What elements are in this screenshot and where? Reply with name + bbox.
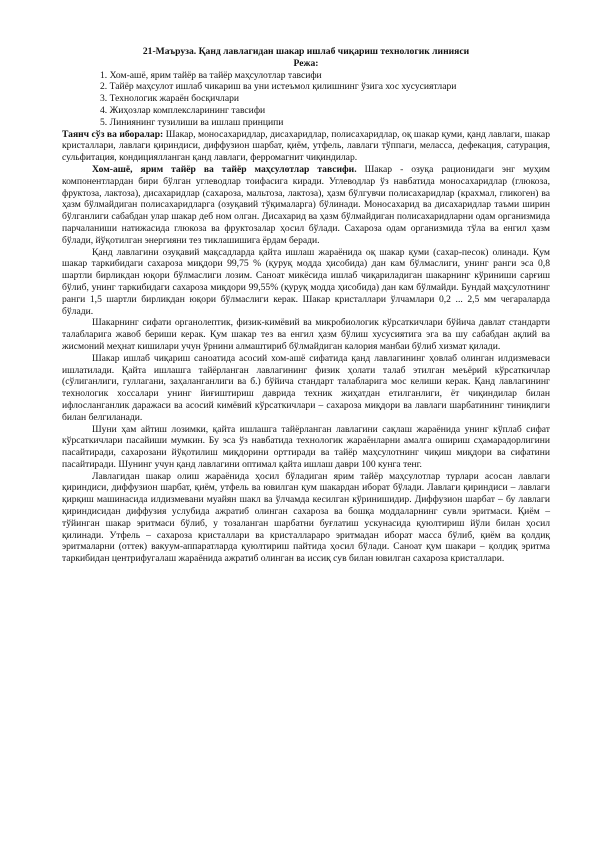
paragraph-2: Қанд лавлагини озуқавий мақсадларда қайта ишлаш жараёнида оқ шакар қуми (сахар-песок) олинади. Қум шакар таркибидаги сахароза миқдори 99,75 % (қуруқ модда ҳисобида) дан кам бўлмаслиги, унинг ранги эса 0,8 шартли бирликдан юқори бўлмаслиги лозим. Саноат микёсида ишлаб чиқариладиган шакарнинг кўриниши сарғиш бўлиб, унинг таркибидаги сахароза миқдори 99,55% (қуруқ модда ҳисобида) дан кам бўлмайди. Бундай маҳсулотнинг ранги 1,5 шартли бирликдан юқори бўлмаслиги керак. Шакар кристаллари ўлчамлари 0,2 ... 2,5 мм чегараларда бўлади.	[62, 246, 550, 317]
keywords-label: Таянч сўз ва иборалар:	[62, 128, 164, 140]
paragraph-5: Шуни ҳам айтиш лозимки, қайта ишлашга тайёрланган лавлагини сақлаш жараёнида унинг кўплаб сифат кўрсаткичлари пасайиши мумкин. Бу эса ўз навбатида технологик жараёнларни амалга ошириш сҳамарадорлигини пасайтиради, сахарозани йўқотилиш миқдорини орттиради ва тайёр маҳсулотнинг чиқиш миқдори ва сифатини пасайтиради. Шунинг учун қанд лавлагини оптимал қайта ишлаш даври 100 кунга тенг.	[62, 423, 550, 470]
document-page	[62, 46, 550, 565]
plan-list	[62, 70, 550, 129]
plan-item: 4. Жиҳозлар комплексларининг тавсифи	[100, 104, 266, 116]
lecture-title: 21-Маъруза. Қанд лавлагидан шакар ишлаб чиқариш технологик линияси	[142, 46, 470, 57]
paragraph-6: Лавлагидан шакар олиш жараёнида ҳосил бўладиган ярим тайёр маҳсулотлар турлари асосан лавлаги қириндиси, диффузион шарбат, қиём, утфель ва ювилган қум шакардан иборат бўлади. Лавлаги қириндиси – лавлаги қирқиш машинасида илдизмевани муайян шакл ва ўлчамда кесилган кўринишидир. Диффузион шарбат – бу лавлаги қириндисидан диффузия услубида ажратиб олинган сахароза ва бошқа моддаларнинг сувли эритмаси. Қиём – тўйинган шакар эритмаси бўлиб, у тозаланган шарбатни буғлатиш ускунасида қуюлтириш йўли билан ҳосил қилинади. Утфель – сахароза кристаллари ва кристаллараро эритмадан иборат масса бўлиб, қиём ва қолдиқ эритмаларни (оттек) вакуум-аппаратларда қуюлтириш пайтида ҳосил бўлади. Саноат қум шакари – қолдиқ эритма таркибидан центрифугалаш жараёнида ажратиб олинган ва иссиқ сув билан ювилган сахароза кристаллари.	[62, 470, 550, 565]
keywords-text: Шакар, моносахаридлар, дисахаридлар, полисахаридлар, оқ шакар қуми, қанд лавлаги, шакар кристаллари, лавлаги қириндиси, диффузион шарбат, қиём, утфель, лавлаги тўппаги, меласса, дефекация, сатурация, сульфитация, кондициялланган қанд лавлаги, ферромагнит чиқиндилар.	[62, 128, 550, 164]
section-heading: Хом-ашё, ярим тайёр ва тайёр маҳсулотлар тавсифи.	[92, 163, 357, 175]
paragraph-4: Шакар ишлаб чиқариш саноатида асосий хом-ашё сифатида қанд лавлагининг ҳовлаб олинган илдизмеваси ишлатилади. Қайта ишлашга тайёрланган лавлагининг физик ҳолати талаб этилган меъёрий кўрсаткичлар (сўлиганлиги, гуллагани, заҳаланганлиги ва б.) бўйича стандарт талабларига мос келиши керак. Қанд лавлагининг технологик хоссалари унинг йиғиштириш даврида техник жиҳатдан етилганлиги, ёт чиқиндилар билан ифлосланганлик даражаси ва асосий кимёвий кўрсаткичлари – сахароза миқдори ва лавлаги шарбатининг тиниқлиги билан белгиланади.	[62, 352, 550, 423]
plan-item: 2. Тайёр маҳсулот ишлаб чикариш ва уни истеъмол қилишнинг ўзига хос хусусиятлари	[100, 81, 457, 93]
keywords-paragraph	[62, 129, 550, 164]
paragraph-3: Шакарнинг сифати органолептик, физик-кимёвий ва микробиологик кўрсаткичлари бўйича давлат стандарти талабларига жавоб бериши керак. Қум шакар тез ва енгил ҳазм бўлиш хусусиятига эга ва шу сабабдан ақлий ва жисмоний меҳнат кишилари учун ўрнини алмаштириб бўлмайдиган калория манбаи бўлиб хизмат қилади.	[62, 317, 550, 352]
paragraph-1	[62, 164, 550, 247]
paragraph-1-text: Шакар - озуқа рационидаги энг муҳим компонентлардан бири бўлган углеводлар тоифасига киради. Углеводлар ўз навбатида моносахаридлар (глюкоза, фруктоза, лактоза), дисахаридлар (сахароза, мальтоза, лактоза), ҳазм бўлгувчи полисахаридлар (крахмал, гликоген) ва ҳазм бўлмайдиган полисахаридларга (озуқавий тўқималарга) бўлинади. Моносахарид ва дисахаридлар таъми ширин бўлганлиги сабабдан улар шакар деб ном олган. Дисахарид ва ҳазм бўлмайдиган полисахаридларни одам организмида парчаланиши натижасида глюкоза ва фруктозалар ҳосил бўлади. Сахароза одам организмида тўла ва енгил ҳазм бўлади, йўқотилган энергияни тез тиклашишига ёрдам беради.	[62, 163, 550, 246]
plan-label: Режа:	[293, 57, 319, 69]
plan-item: 1. Хом-ашё, ярим тайёр ва тайёр маҳсулотлар тавсифи	[100, 69, 322, 81]
plan-item: 5. Линиянинг тузилиши ва ишлаш принципи	[100, 116, 284, 128]
plan-item: 3. Технологик жараён босқичлари	[100, 93, 240, 105]
